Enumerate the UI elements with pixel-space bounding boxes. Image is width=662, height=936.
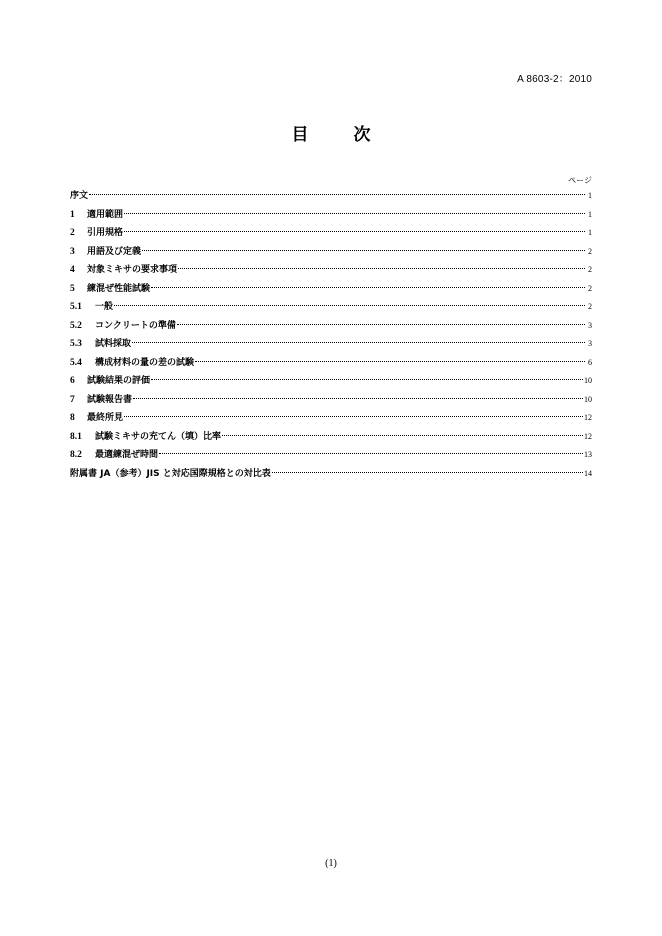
- toc-entry-title: 適用範囲: [87, 209, 124, 220]
- toc-entry[interactable]: [70, 373, 592, 392]
- toc-entry[interactable]: [70, 262, 592, 281]
- toc-entry-page: 2: [588, 265, 592, 274]
- toc-entry-title: 練混ぜ性能試験: [87, 283, 151, 294]
- toc-entry[interactable]: [70, 336, 592, 355]
- toc-entry[interactable]: [70, 244, 592, 263]
- toc-entry-number: 5.2: [70, 320, 82, 331]
- toc-entry[interactable]: [70, 299, 592, 318]
- toc-entry-title: 序文: [70, 191, 89, 201]
- toc-entry-page: 10: [584, 394, 592, 404]
- toc-entry-page: 2: [588, 302, 592, 311]
- toc-entry-number: 4: [70, 265, 75, 275]
- toc-dot-leader: [124, 416, 583, 417]
- toc-entry-title: 最終所見: [87, 413, 124, 423]
- toc-dot-leader: [124, 213, 585, 214]
- toc-entry-title: 試験報告書: [87, 394, 133, 405]
- toc-entry-number: 5.1: [70, 302, 82, 312]
- toc-dot-leader: [133, 398, 583, 399]
- table-of-contents: [70, 188, 592, 484]
- toc-entry-page: 2: [588, 283, 592, 293]
- toc-dot-leader: [151, 287, 585, 288]
- toc-entry-page: 3: [588, 320, 592, 330]
- toc-entry-number: 5: [70, 283, 75, 294]
- toc-entry-number: 3: [70, 246, 75, 257]
- toc-entry-number: 8: [70, 413, 75, 423]
- toc-entry-number: 8.2: [70, 450, 82, 460]
- toc-entry-page: 3: [588, 339, 592, 348]
- toc-dot-leader: [89, 194, 585, 195]
- toc-entry-title: 対象ミキサの要求事項: [87, 265, 178, 275]
- toc-entry-number: 5.4: [70, 357, 82, 368]
- page-title: 目 次: [291, 125, 385, 145]
- toc-entry-page: 14: [584, 468, 592, 478]
- toc-entry-title: 附属書 JA（参考）JIS と対応国際規格との対比表: [70, 468, 271, 479]
- toc-entry-page: 12: [584, 413, 592, 422]
- toc-entry-page: 10: [584, 376, 592, 385]
- toc-entry[interactable]: [70, 466, 592, 485]
- toc-entry[interactable]: [70, 355, 592, 374]
- footer-page-number: (1): [325, 858, 337, 869]
- page-column-label: ページ: [568, 176, 592, 185]
- toc-entry[interactable]: [70, 392, 592, 411]
- toc-dot-leader: [222, 435, 583, 436]
- toc-entry-title: 構成材料の量の差の試験: [95, 357, 195, 368]
- toc-entry-number: 7: [70, 394, 75, 405]
- toc-dot-leader: [151, 379, 583, 380]
- toc-entry[interactable]: [70, 410, 592, 429]
- toc-entry-title: 引用規格: [87, 228, 124, 238]
- toc-dot-leader: [159, 453, 583, 454]
- toc-entry[interactable]: [70, 281, 592, 300]
- toc-entry[interactable]: [70, 447, 592, 466]
- toc-entry[interactable]: [70, 225, 592, 244]
- toc-entry[interactable]: [70, 429, 592, 448]
- toc-entry-number: 5.3: [70, 339, 82, 349]
- toc-entry-title: 用語及び定義: [87, 246, 142, 257]
- toc-entry-title: 試験ミキサの充てん（填）比率: [95, 431, 222, 442]
- toc-dot-leader: [195, 361, 585, 362]
- toc-entry-title: 最適練混ぜ時間: [95, 450, 159, 460]
- toc-entry-page: 1: [588, 228, 592, 237]
- toc-entry[interactable]: [70, 207, 592, 226]
- toc-dot-leader: [124, 231, 585, 232]
- toc-dot-leader: [272, 472, 583, 473]
- document-code: A 8603-2：2010: [517, 74, 592, 85]
- toc-dot-leader: [142, 250, 585, 251]
- toc-entry-number: 2: [70, 228, 75, 238]
- toc-dot-leader: [177, 324, 585, 325]
- toc-entry-page: 2: [588, 246, 592, 256]
- toc-entry-title: コンクリートの準備: [95, 320, 176, 331]
- toc-entry-number: 1: [70, 209, 75, 220]
- toc-entry[interactable]: [70, 188, 592, 207]
- toc-entry-page: 6: [588, 357, 592, 367]
- toc-entry-page: 1: [588, 191, 592, 200]
- toc-dot-leader: [178, 268, 585, 269]
- toc-entry-number: 6: [70, 376, 75, 386]
- toc-entry-title: 試験結果の評価: [87, 376, 151, 386]
- toc-entry-title: 試料採取: [95, 339, 132, 349]
- toc-entry-number: 8.1: [70, 431, 82, 442]
- toc-entry-title: 一般: [95, 302, 114, 312]
- toc-dot-leader: [114, 305, 585, 306]
- toc-entry-page: 13: [584, 450, 592, 459]
- toc-entry-page: 1: [588, 209, 592, 219]
- toc-entry-page: 12: [584, 431, 592, 441]
- toc-dot-leader: [132, 342, 585, 343]
- toc-entry[interactable]: [70, 318, 592, 337]
